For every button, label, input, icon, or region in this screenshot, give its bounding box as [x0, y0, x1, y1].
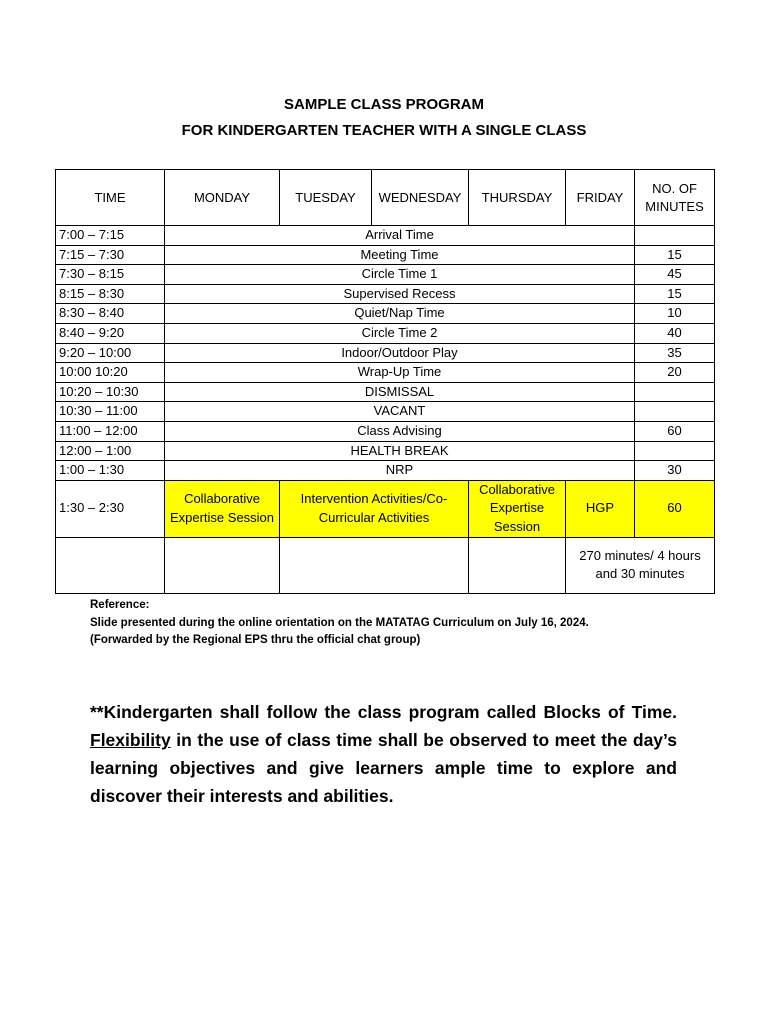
afternoon-time: 1:30 – 2:30: [56, 480, 165, 537]
total-empty-cell: [56, 537, 165, 593]
row-minutes: [635, 402, 715, 422]
row-activity: Meeting Time: [165, 245, 635, 265]
document-subtitle: FOR KINDERGARTEN TEACHER WITH A SINGLE CLASS: [181, 122, 587, 139]
reference-label: Reference:: [90, 599, 150, 611]
friday-hgp: HGP: [566, 480, 635, 537]
note-text: in the use of class time shall be observed to meet the day’s learning objectives and give learners ample time to explore and discover their interests and abilities.: [90, 730, 677, 806]
table-row: [56, 382, 715, 402]
reference-line: Slide presented during the online orientation on the MATATAG Curriculum on July 16, 2024.: [90, 616, 589, 629]
row-time: 7:30 – 8:15: [56, 265, 165, 285]
table-row: [56, 343, 715, 363]
table-row: [56, 402, 715, 422]
row-time: 10:30 – 11:00: [56, 402, 165, 422]
table-row: [56, 284, 715, 304]
row-activity: Quiet/Nap Time: [165, 304, 635, 324]
row-time: 1:00 – 1:30: [56, 461, 165, 481]
table-header-row: [56, 170, 715, 226]
row-activity: DISMISSAL: [165, 382, 635, 402]
table-row: [56, 441, 715, 461]
row-minutes: 40: [635, 323, 715, 343]
row-minutes: 60: [635, 421, 715, 441]
header-thursday: THURSDAY: [469, 170, 566, 226]
header-friday: FRIDAY: [566, 170, 635, 226]
row-activity: Supervised Recess: [165, 284, 635, 304]
row-time: 8:15 – 8:30: [56, 284, 165, 304]
header-time: TIME: [56, 170, 165, 226]
row-minutes: 30: [635, 461, 715, 481]
row-activity: Circle Time 2: [165, 323, 635, 343]
flexibility-word: Flexibility: [90, 730, 171, 750]
table-row: [56, 245, 715, 265]
row-time: 7:00 – 7:15: [56, 226, 165, 246]
row-minutes: 15: [635, 284, 715, 304]
row-time: 12:00 – 1:00: [56, 441, 165, 461]
document-title: SAMPLE CLASS PROGRAM: [283, 96, 484, 113]
header-tuesday: TUESDAY: [280, 170, 372, 226]
row-time: 10:20 – 10:30: [56, 382, 165, 402]
row-minutes: [635, 441, 715, 461]
table-row: [56, 323, 715, 343]
monday-collaborative-session: Collaborative Expertise Session: [165, 480, 280, 537]
table-row: [56, 461, 715, 481]
afternoon-minutes: 60: [635, 480, 715, 537]
row-time: 9:20 – 10:00: [56, 343, 165, 363]
row-minutes: 15: [635, 245, 715, 265]
afternoon-row: [56, 480, 715, 537]
reference-line: (Forwarded by the Regional EPS thru the official chat group): [90, 634, 421, 646]
total-empty-cell: [280, 537, 469, 593]
row-activity: HEALTH BREAK: [165, 441, 635, 461]
header-minutes: NO. OF MINUTES: [635, 170, 715, 226]
reference-block: [90, 597, 589, 650]
row-minutes: 35: [635, 343, 715, 363]
row-activity: Class Advising: [165, 421, 635, 441]
table-row: [56, 265, 715, 285]
row-activity: Circle Time 1: [165, 265, 635, 285]
total-empty-cell: [469, 537, 566, 593]
row-time: 7:15 – 7:30: [56, 245, 165, 265]
row-minutes: 45: [635, 265, 715, 285]
row-time: 8:40 – 9:20: [56, 323, 165, 343]
total-row: [56, 537, 715, 593]
row-activity: Wrap-Up Time: [165, 363, 635, 383]
row-minutes: 10: [635, 304, 715, 324]
row-minutes: [635, 382, 715, 402]
class-program-table: [55, 169, 715, 594]
blocks-of-time-note: [90, 698, 677, 810]
header-monday: MONDAY: [165, 170, 280, 226]
table-row: [56, 363, 715, 383]
note-text: **Kindergarten shall follow the class program called Blocks of Time.: [90, 702, 677, 722]
thursday-collaborative-session: Collaborative Expertise Session: [469, 480, 566, 537]
row-minutes: 20: [635, 363, 715, 383]
row-activity: Indoor/Outdoor Play: [165, 343, 635, 363]
row-activity: Arrival Time: [165, 226, 635, 246]
row-time: 8:30 – 8:40: [56, 304, 165, 324]
row-activity: NRP: [165, 461, 635, 481]
header-wednesday: WEDNESDAY: [372, 170, 469, 226]
row-activity: VACANT: [165, 402, 635, 422]
row-minutes: [635, 226, 715, 246]
total-empty-cell: [165, 537, 280, 593]
total-minutes: 270 minutes/ 4 hours and 30 minutes: [566, 537, 715, 593]
table-row: [56, 421, 715, 441]
table-row: [56, 226, 715, 246]
row-time: 10:00 10:20: [56, 363, 165, 383]
table-row: [56, 304, 715, 324]
intervention-activities: Intervention Activities/Co-Curricular Activities: [280, 480, 469, 537]
row-time: 11:00 – 12:00: [56, 421, 165, 441]
